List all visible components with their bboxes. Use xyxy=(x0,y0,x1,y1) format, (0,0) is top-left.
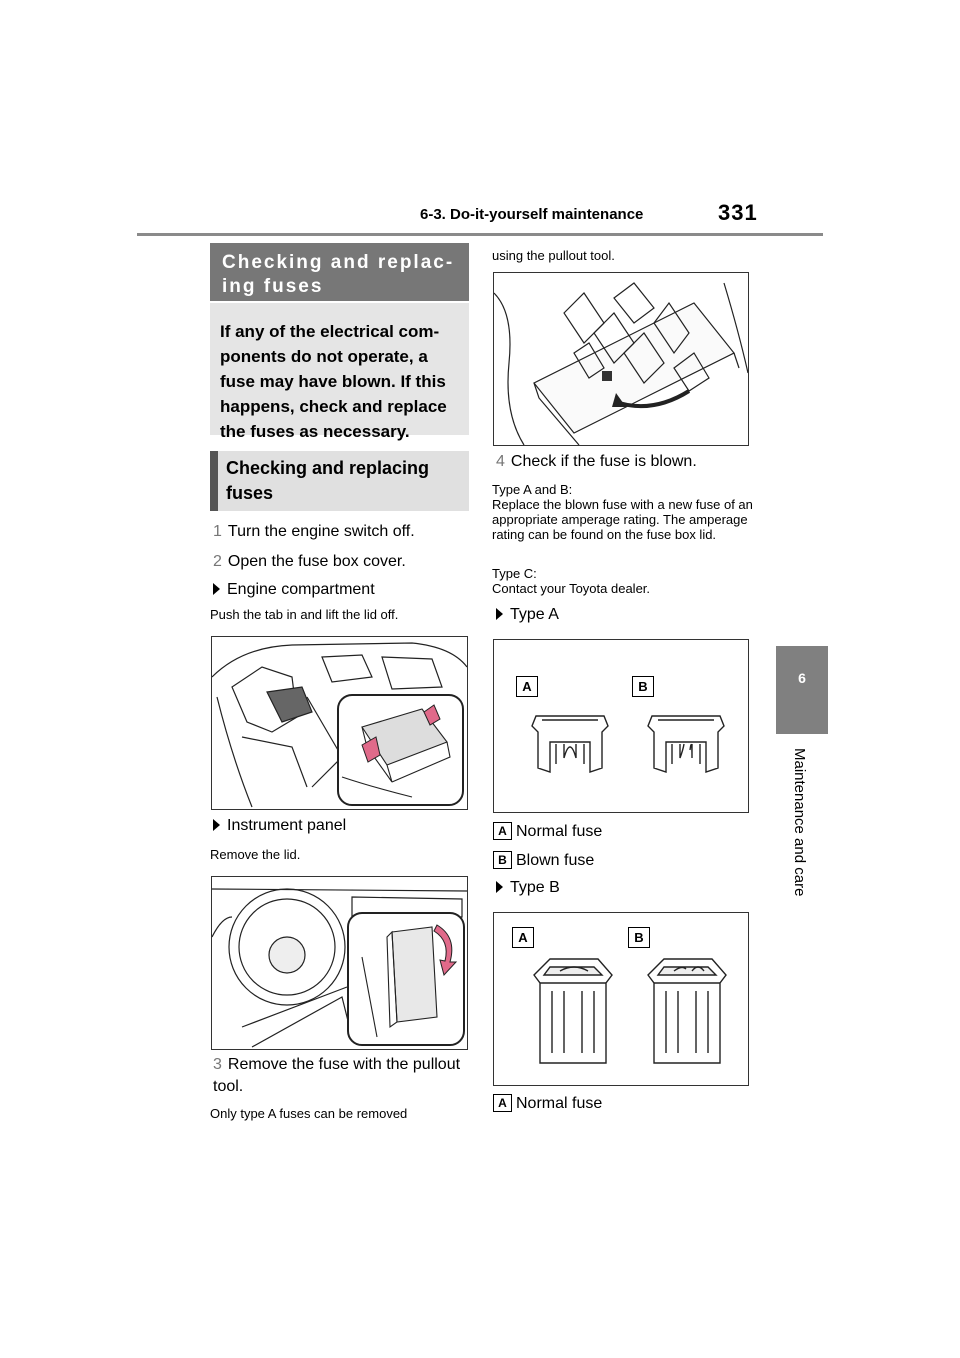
badge-a: A xyxy=(493,822,512,840)
step-number: 4 xyxy=(496,453,505,470)
legend-text: Blown fuse xyxy=(516,852,595,869)
badge-a: A xyxy=(493,1094,512,1112)
step-text: Remove the fuse with the pullout tool. xyxy=(213,1056,461,1095)
pullout-note: Only type A fuses can be removed xyxy=(210,1106,408,1121)
step-2 xyxy=(213,551,406,573)
step-text: Open the fuse box cover. xyxy=(227,553,406,570)
legend-text: Normal fuse xyxy=(516,823,603,840)
step-4 xyxy=(496,451,697,473)
legend-text: Normal fuse xyxy=(516,1095,603,1112)
type-b-fuses-illustration xyxy=(494,913,748,1085)
type-a-fuses-illustration xyxy=(494,640,748,812)
engine-illustration xyxy=(212,637,467,809)
section-title-text: Checking and replac- ing fuses xyxy=(222,252,455,297)
type-a-label-a: A xyxy=(516,676,538,697)
panel-heading xyxy=(213,817,346,835)
chapter-tab xyxy=(776,646,828,734)
chapter-title-vertical xyxy=(786,748,812,918)
pullout-note-continued: using the pullout tool. xyxy=(492,248,615,263)
engine-compartment-figure xyxy=(211,636,468,810)
fuse-box-figure xyxy=(493,272,749,446)
engine-note: Push the tab in and lift the lid off. xyxy=(210,607,399,622)
type-a-legend-b xyxy=(493,851,594,870)
type-a-fuse-figure xyxy=(493,639,749,813)
type-ab-title: Type A and B: xyxy=(492,482,573,497)
chapter-number: 6 xyxy=(798,670,806,686)
engine-heading xyxy=(213,581,375,599)
type-a-heading-text: Type A xyxy=(510,606,559,623)
fuse-box-illustration xyxy=(494,273,748,445)
page-number: 331 xyxy=(718,200,758,225)
type-a-heading xyxy=(496,606,559,624)
running-header: 6-3. Do-it-yourself maintenance xyxy=(420,206,644,223)
section-title xyxy=(210,243,469,301)
type-b-heading-text: Type B xyxy=(510,879,560,896)
header-divider xyxy=(137,233,823,236)
type-ab-note xyxy=(492,482,757,542)
arrow-icon xyxy=(213,583,220,595)
type-b-heading xyxy=(496,879,560,897)
type-ab-body: Replace the blown fuse with a new fuse of an appropriate amperage rating. The amperage rating can be found on the fuse box lid. xyxy=(492,497,753,542)
chapter-title: Maintenance and care xyxy=(791,748,808,897)
step-number: 3 xyxy=(213,1056,222,1073)
type-c-title: Type C: xyxy=(492,566,537,581)
type-b-label-a: A xyxy=(512,927,534,948)
type-b-label-b: B xyxy=(628,927,650,948)
type-a-label-b: B xyxy=(632,676,654,697)
type-a-legend-a xyxy=(493,822,602,841)
panel-illustration xyxy=(212,877,467,1049)
arrow-icon xyxy=(213,819,220,831)
subsection-title: Checking and replacing fuses xyxy=(210,451,469,511)
step-3 xyxy=(213,1054,471,1098)
panel-heading-text: Instrument panel xyxy=(227,817,347,834)
arrow-icon xyxy=(496,608,503,620)
type-c-note xyxy=(492,566,650,596)
badge-b: B xyxy=(493,851,512,869)
arrow-icon xyxy=(496,881,503,893)
step-text: Turn the engine switch off. xyxy=(227,523,415,540)
step-number: 2 xyxy=(213,553,222,570)
type-b-fuse-figure xyxy=(493,912,749,1086)
type-b-legend-a xyxy=(493,1094,602,1113)
step-1 xyxy=(213,521,415,543)
type-c-body: Contact your Toyota dealer. xyxy=(492,581,651,596)
panel-note: Remove the lid. xyxy=(210,847,301,862)
step-text: Check if the fuse is blown. xyxy=(510,453,697,470)
engine-heading-text: Engine compartment xyxy=(227,581,375,598)
intro-text: If any of the electrical com-ponents do not operate, a fuse may have blown. If this happens, check and replace the fuses as necessary. xyxy=(210,303,469,435)
instrument-panel-figure xyxy=(211,876,468,1050)
step-number: 1 xyxy=(213,523,222,540)
